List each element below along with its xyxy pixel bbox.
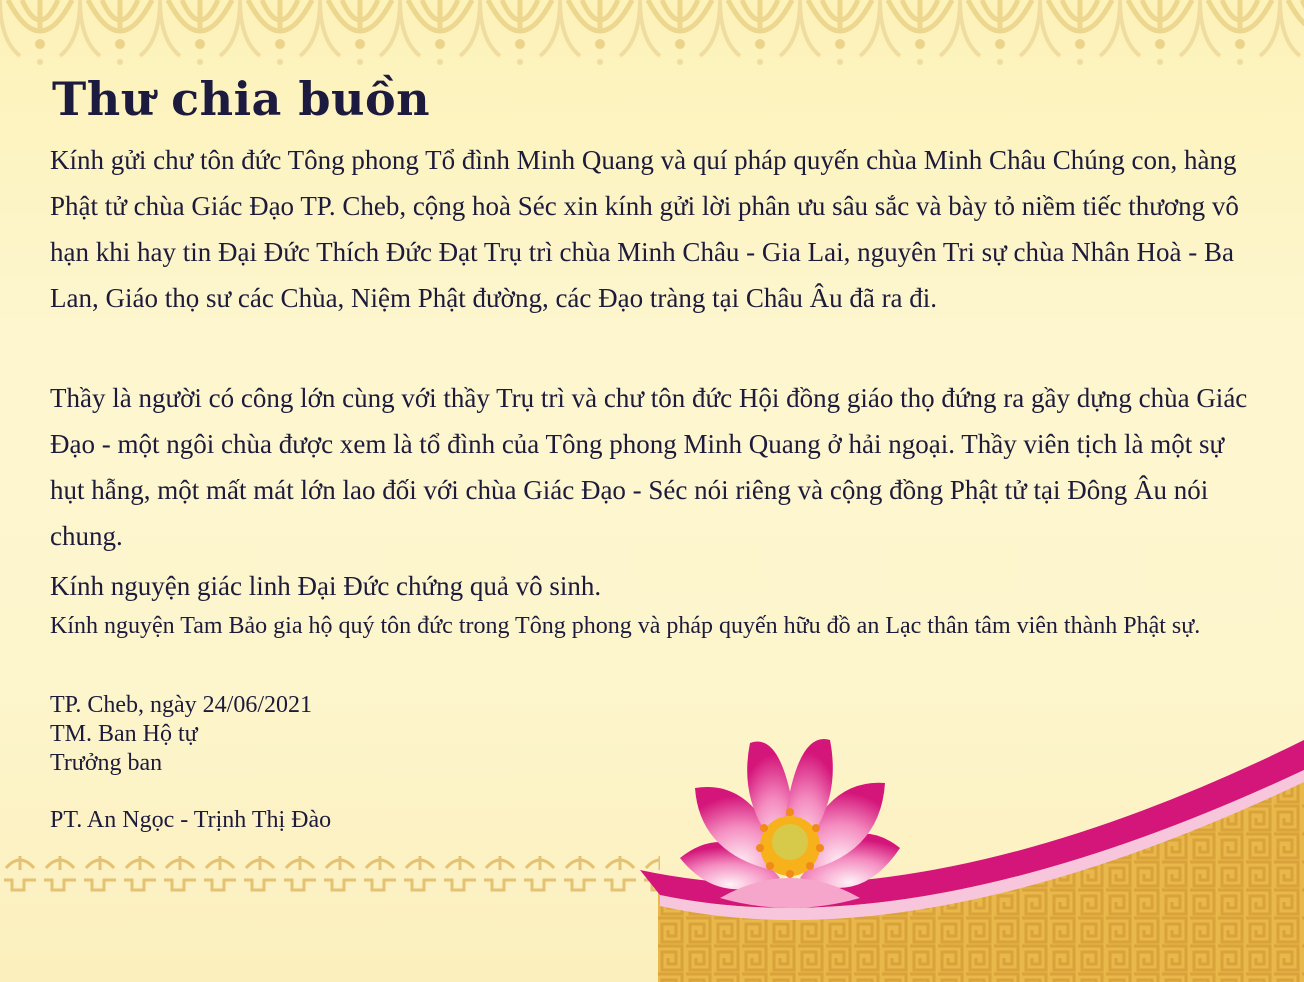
letter-paragraph-2: Thầy là người có công lớn cùng với thầy Trụ trì và chư tôn đức Hội đồng giáo thọ đứng ra gầy dựng chùa Giác Đạo - một ngôi chùa được xem là tổ đình của Tông phong Minh Quang ở hải ngoại. Thầy viên tịch là một sự hụt hẫng, một mất mát lớn lao đối với chùa Giác Đạo - Séc nói riêng và cộng đồng Phật tử tại Đông Âu nói chung. [50, 383, 1248, 551]
top-ornament-border [0, 0, 1304, 78]
letter-paragraph-3: Kính nguyện giác linh Đại Đức chứng quả vô sinh. [50, 571, 602, 601]
signature-name: PT. An Ngọc - Trịnh Thị Đào [50, 807, 332, 833]
lotus-decoration [600, 720, 1304, 982]
letter-title: Thư chia buồn [52, 72, 431, 126]
bottom-ornament-band [0, 850, 660, 900]
signature-place-date: TP. Cheb, ngày 24/06/2021 [50, 692, 312, 718]
signature-role: Trưởng ban [50, 750, 163, 776]
letter-paragraph-4: Kính nguyện Tam Bảo gia hộ quý tôn đức trong Tông phong và pháp quyến hữu đồ an Lạc thân tâm viên thành Phật sự. [50, 613, 1201, 639]
letter-paragraph-1: Kính gửi chư tôn đức Tông phong Tổ đình Minh Quang và quí pháp quyến chùa Minh Châu Chúng con, hàng Phật tử chùa Giác Đạo TP. Cheb, cộng hoà Séc xin kính gửi lời phân ưu sâu sắc và bày tỏ niềm tiếc thương vô hạn khi hay tin Đại Đức Thích Đức Đạt Trụ trì chùa Minh Châu - Gia Lai, nguyên Tri sự chùa Nhân Hoà - Ba Lan, Giáo thọ sư các Chùa, Niệm Phật đường, các Đạo tràng tại Châu Âu đã ra đi. [50, 145, 1239, 313]
signature-on-behalf: TM. Ban Hộ tự [50, 721, 198, 747]
